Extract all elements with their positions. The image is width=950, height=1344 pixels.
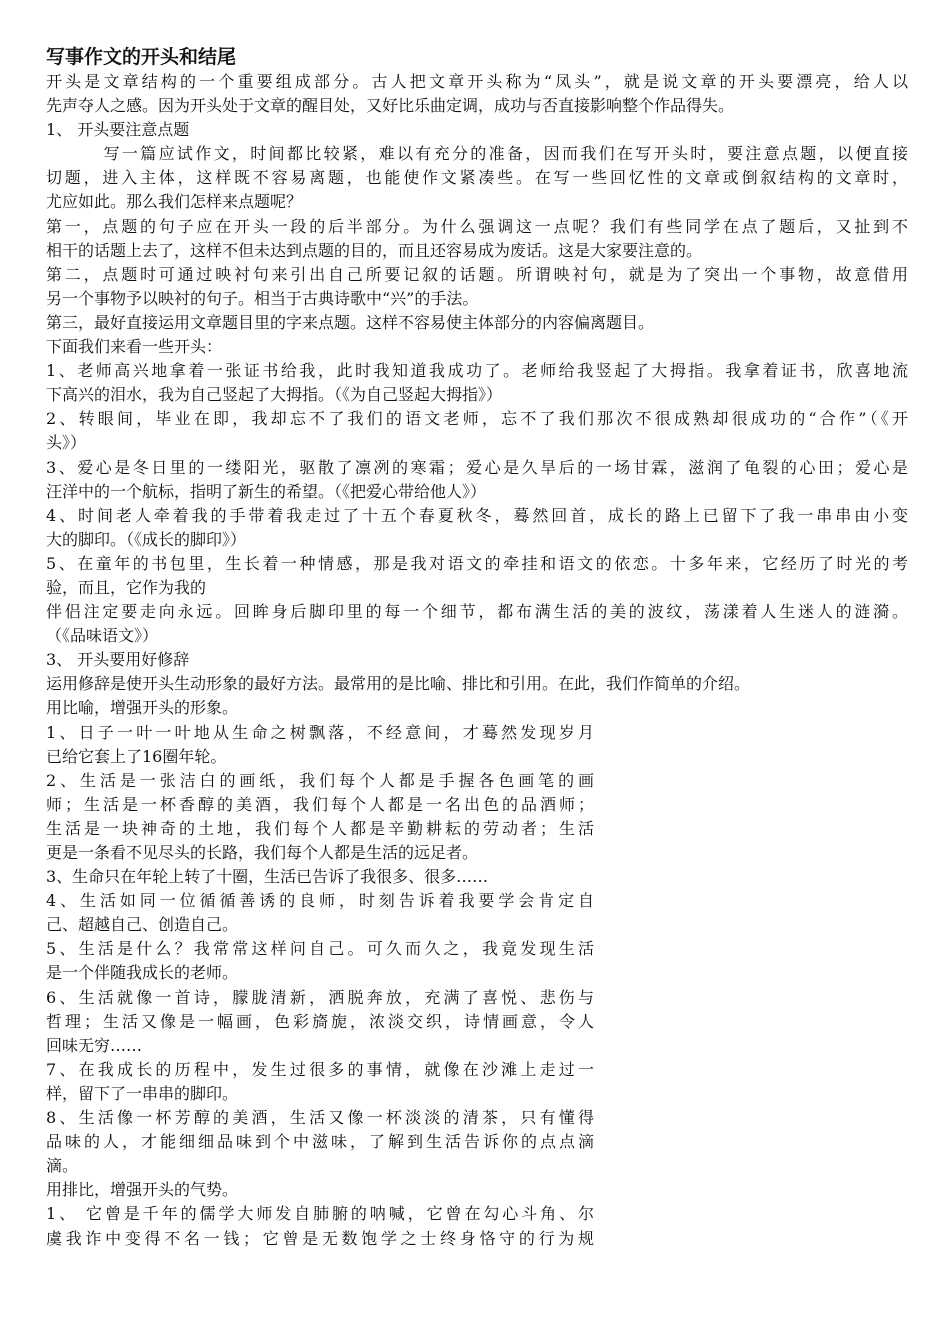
list-item-line: 虞我诈中变得不名一钱；它曾是无数饱学之士终身恪守的行为规	[46, 1228, 594, 1248]
paragraph-line: 另一个事物予以映衬的句子。相当于古典诗歌中“兴”的手法。	[46, 288, 479, 308]
section-heading: 1、 开头要注意点题	[46, 120, 190, 140]
document-page	[46, 44, 908, 1251]
list-item-line: 品味的人，才能细细品味到个中滋味，了解到生活告诉你的点点滴	[46, 1132, 594, 1152]
list-item-line: 头》）	[46, 433, 87, 453]
list-item-line: 更是一条看不见尽头的长路，我们每个人都是生活的远足者。	[46, 843, 479, 862]
list-item-line: （《品味语文》）	[46, 626, 159, 646]
paragraph-line: 第一，点题的句子应在开头一段的后半部分。为什么强调这一点呢？我们有些同学在点了题后，又扯到不	[46, 216, 908, 236]
list-item-line: 下高兴的泪水，我为自己竖起了大拇指。（《为自己竖起大拇指》）	[46, 385, 503, 405]
section-heading: 3、 开头要用好修辞	[46, 650, 190, 670]
paragraph-line: 尤应如此。那么我们怎样来点题呢？	[46, 192, 303, 212]
list-item-line: 6、生活就像一首诗，朦胧清新，洒脱奔放，充满了喜悦、悲伤与	[46, 987, 594, 1007]
list-item-line: 滴。	[46, 1156, 79, 1176]
list-item-line: 2、转眼间，毕业在即，我却忘不了我们的语文老师，忘不了我们那次不很成熟却很成功的“合作”（《开	[46, 409, 908, 429]
document-title: 写事作文的开头和结尾	[46, 46, 237, 68]
list-item-line: 5、生活是什么？我常常这样问自己。可久而久之，我竟发现生活	[46, 939, 594, 959]
list-item-line: 样，留下了一串串的脚印。	[46, 1083, 239, 1103]
paragraph-line: 写一篇应试作文，时间都比较紧，难以有充分的准备，因而我们在写开头时，要注意点题，以便直接	[103, 144, 908, 164]
list-item-line: 4、时间老人牵着我的手带着我走过了十五个春夏秋冬，蓦然回首，成长的路上已留下了我一串串由小变	[46, 505, 908, 525]
list-item-line: 7、在我成长的历程中，发生过很多的事情，就像在沙滩上走过一	[46, 1059, 594, 1079]
list-item-line: 3、生命只在年轮上转了十圈，生活已告诉了我很多、很多……	[46, 867, 489, 887]
paragraph-line: 第三，最好直接运用文章题目里的字来点题。这样不容易使主体部分的内容偏离题目。	[46, 312, 655, 332]
list-item-line: 5、在童年的书包里，生长着一种情感，那是我对语文的牵挂和语文的依恋。十多年来，它经历了时光的考	[46, 553, 908, 573]
paragraph-line: 切题，进入主体，这样既不容易离题，也能使作文紧凑些。在写一些回忆性的文章或倒叙结构的文章时，	[46, 168, 908, 188]
paragraph-line: 运用修辞是使开头生动形象的最好方法。最常用的是比喻、排比和引用。在此，我们作简单的介绍。	[46, 674, 751, 694]
list-item-line: 师；生活是一杯香醇的美酒，我们每个人都是一名出色的品酒师；	[46, 794, 594, 814]
paragraph-line: 相干的话题上去了，这样不但未达到点题的目的，而且还容易成为废话。这是大家要注意的。	[46, 240, 703, 260]
list-item-line: 汪洋中的一个航标，指明了新生的希望。（《把爱心带给他人》）	[46, 481, 487, 501]
paragraph-line: 先声夺人之感。因为开头处于文章的醒目处，又好比乐曲定调，成功与否直接影响整个作品得失。	[46, 96, 735, 116]
list-item-line: 生活是一块神奇的土地，我们每个人都是辛勤耕耘的劳动者；生活	[46, 818, 594, 838]
list-item-line: 大的脚印。（《成长的脚印》）	[46, 529, 247, 549]
list-item-line: 1、老师高兴地拿着一张证书给我，此时我知道我成功了。老师给我竖起了大拇指。我拿着证书，欣喜地流	[46, 361, 908, 381]
subheading-line: 用比喻，增强开头的形象。	[46, 698, 239, 718]
paragraph-line: 第二，点题时可通过映衬句来引出自己所要记叙的话题。所谓映衬句，就是为了突出一个事物，故意借用	[46, 264, 908, 284]
list-item-line: 2、生活是一张洁白的画纸，我们每个人都是手握各色画笔的画	[46, 770, 594, 790]
list-item-line: 已给它套上了16圈年轮。	[46, 746, 227, 766]
list-item-line: 己、超越自己、创造自己。	[46, 915, 239, 935]
list-item-line: 1、 它曾是千年的儒学大师发自肺腑的呐喊，它曾在勾心斗角、尔	[46, 1204, 594, 1224]
subheading-line: 用排比，增强开头的气势。	[46, 1180, 239, 1200]
list-item-line: 是一个伴随我成长的老师。	[46, 963, 239, 983]
list-item-line: 伴侣注定要走向永远。回眸身后脚印里的每一个细节，都布满生活的美的波纹，荡漾着人生迷人的涟漪。	[46, 602, 908, 622]
list-item-line: 1、日子一叶一叶地从生命之树飘落，不经意间，才蓦然发现岁月	[46, 722, 594, 742]
paragraph-line: 开头是文章结构的一个重要组成部分。古人把文章开头称为“凤头”，就是说文章的开头要漂亮，给人以	[46, 72, 908, 91]
list-item-line: 哲理；生活又像是一幅画，色彩旖旎，浓淡交织，诗情画意，令人	[46, 1011, 594, 1031]
list-item-line: 回味无穷……	[46, 1035, 143, 1055]
list-item-line: 4、生活如同一位循循善诱的良师，时刻告诉着我要学会肯定自	[46, 891, 594, 911]
list-item-line: 3、爱心是冬日里的一缕阳光，驱散了凛冽的寒霜；爱心是久旱后的一场甘霖，滋润了龟裂的心田；爱心是	[46, 457, 908, 477]
list-item-line: 8、生活像一杯芳醇的美酒，生活又像一杯淡淡的清茶，只有懂得	[46, 1108, 594, 1128]
list-item-line: 验，而且，它作为我的	[46, 577, 207, 597]
paragraph-line: 下面我们来看一些开头：	[46, 337, 223, 357]
